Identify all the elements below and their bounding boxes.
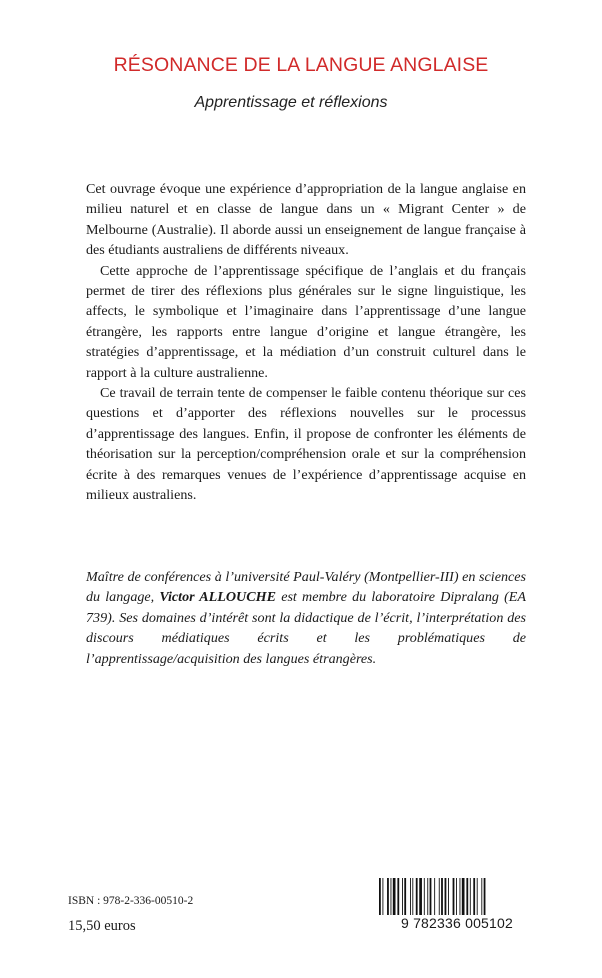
barcode-bar	[379, 878, 381, 918]
barcode-bar	[427, 878, 428, 918]
author-bio	[86, 567, 526, 669]
barcode-bar	[481, 878, 482, 918]
barcode-bar	[419, 878, 422, 918]
barcode-bar	[460, 878, 461, 918]
barcode-bar	[424, 878, 425, 918]
barcode	[377, 878, 537, 950]
barcode-bar	[416, 878, 418, 918]
barcode-bar	[410, 878, 411, 918]
barcode-bar	[382, 878, 383, 918]
barcode-digits: 9 782336 005102	[377, 915, 537, 931]
barcode-bar	[462, 878, 465, 918]
isbn-label: ISBN : 978-2-336-00510-2	[68, 895, 194, 907]
author-bio-intro: Maître de conférences à l’université Paul-Valéry (Montpellier-III) en sciences du langage,	[86, 569, 526, 606]
barcode-bar	[402, 878, 403, 918]
author-name: Victor ALLOUCHE	[159, 589, 277, 606]
summary	[86, 179, 526, 506]
barcode-bar	[434, 878, 435, 918]
summary-paragraph: Cet ouvrage évoque une expérience d’appropriation de la langue anglaise en milieu naturel et en classe de langue dans un « Migrant Center » de Melbourne (Australie). Il aborde aussi un enseignement de langue française à des étudiants australiens de différents niveaux.	[86, 181, 526, 259]
barcode-bar	[404, 878, 406, 918]
barcode-bar	[470, 878, 471, 918]
book-title: RÉSONANCE DE LA LANGUE ANGLAISE	[113, 54, 489, 76]
price-label: 15,50 euros	[68, 918, 136, 934]
summary-paragraph: Cette approche de l’apprentissage spécifique de l’anglais et du français permet de tirer des réflexions plus générales sur le signe linguistique, les affects, le symbolique et l’imaginaire dans l’apprentissage d’une langue étrangère, les rapports entre langue d’origine et langue étrangère, les stratégies d’apprentissage, et la médiation d’un construit culturel dans le rapport à la culture australienne.	[86, 262, 526, 381]
barcode-bar	[466, 878, 468, 918]
barcode-bar	[439, 878, 440, 918]
barcode-bar	[484, 878, 486, 918]
summary-paragraph: Ce travail de terrain tente de compenser le faible contenu théorique sur ces questions et d’apporter des réflexions nouvelles sur le processus d’apprentissage des langues. Enfin, il propose de confronter les éléments de théorisation sur la perception/compréhension orale et sur la compréhension écrite à des remarques venues de l’expérience d’apprentissage acquise en milieux australiens.	[86, 385, 526, 504]
barcode-bar	[430, 878, 432, 918]
barcode-bar	[453, 878, 455, 918]
barcode-bar	[456, 878, 457, 918]
barcode-bar	[448, 878, 449, 918]
barcode-bar	[393, 878, 396, 918]
barcode-bar	[387, 878, 389, 918]
barcode-bar	[473, 878, 475, 918]
barcode-bar	[445, 878, 447, 918]
book-subtitle: Apprentissage et réflexions	[194, 94, 388, 111]
author-bio-rest: est membre du laboratoire Dipralang (EA 739). Ses domaines d’intérêt sont la didactique de l’écrit, l’interprétation des discours médiatiques écrits et les problématiques de l’apprentissage/acquisition des langues étrangères.	[86, 589, 527, 667]
barcode-bar	[412, 878, 413, 918]
barcode-bar	[477, 878, 478, 918]
barcode-bar	[441, 878, 443, 918]
barcode-bar	[391, 878, 392, 918]
barcode-bar	[397, 878, 399, 918]
